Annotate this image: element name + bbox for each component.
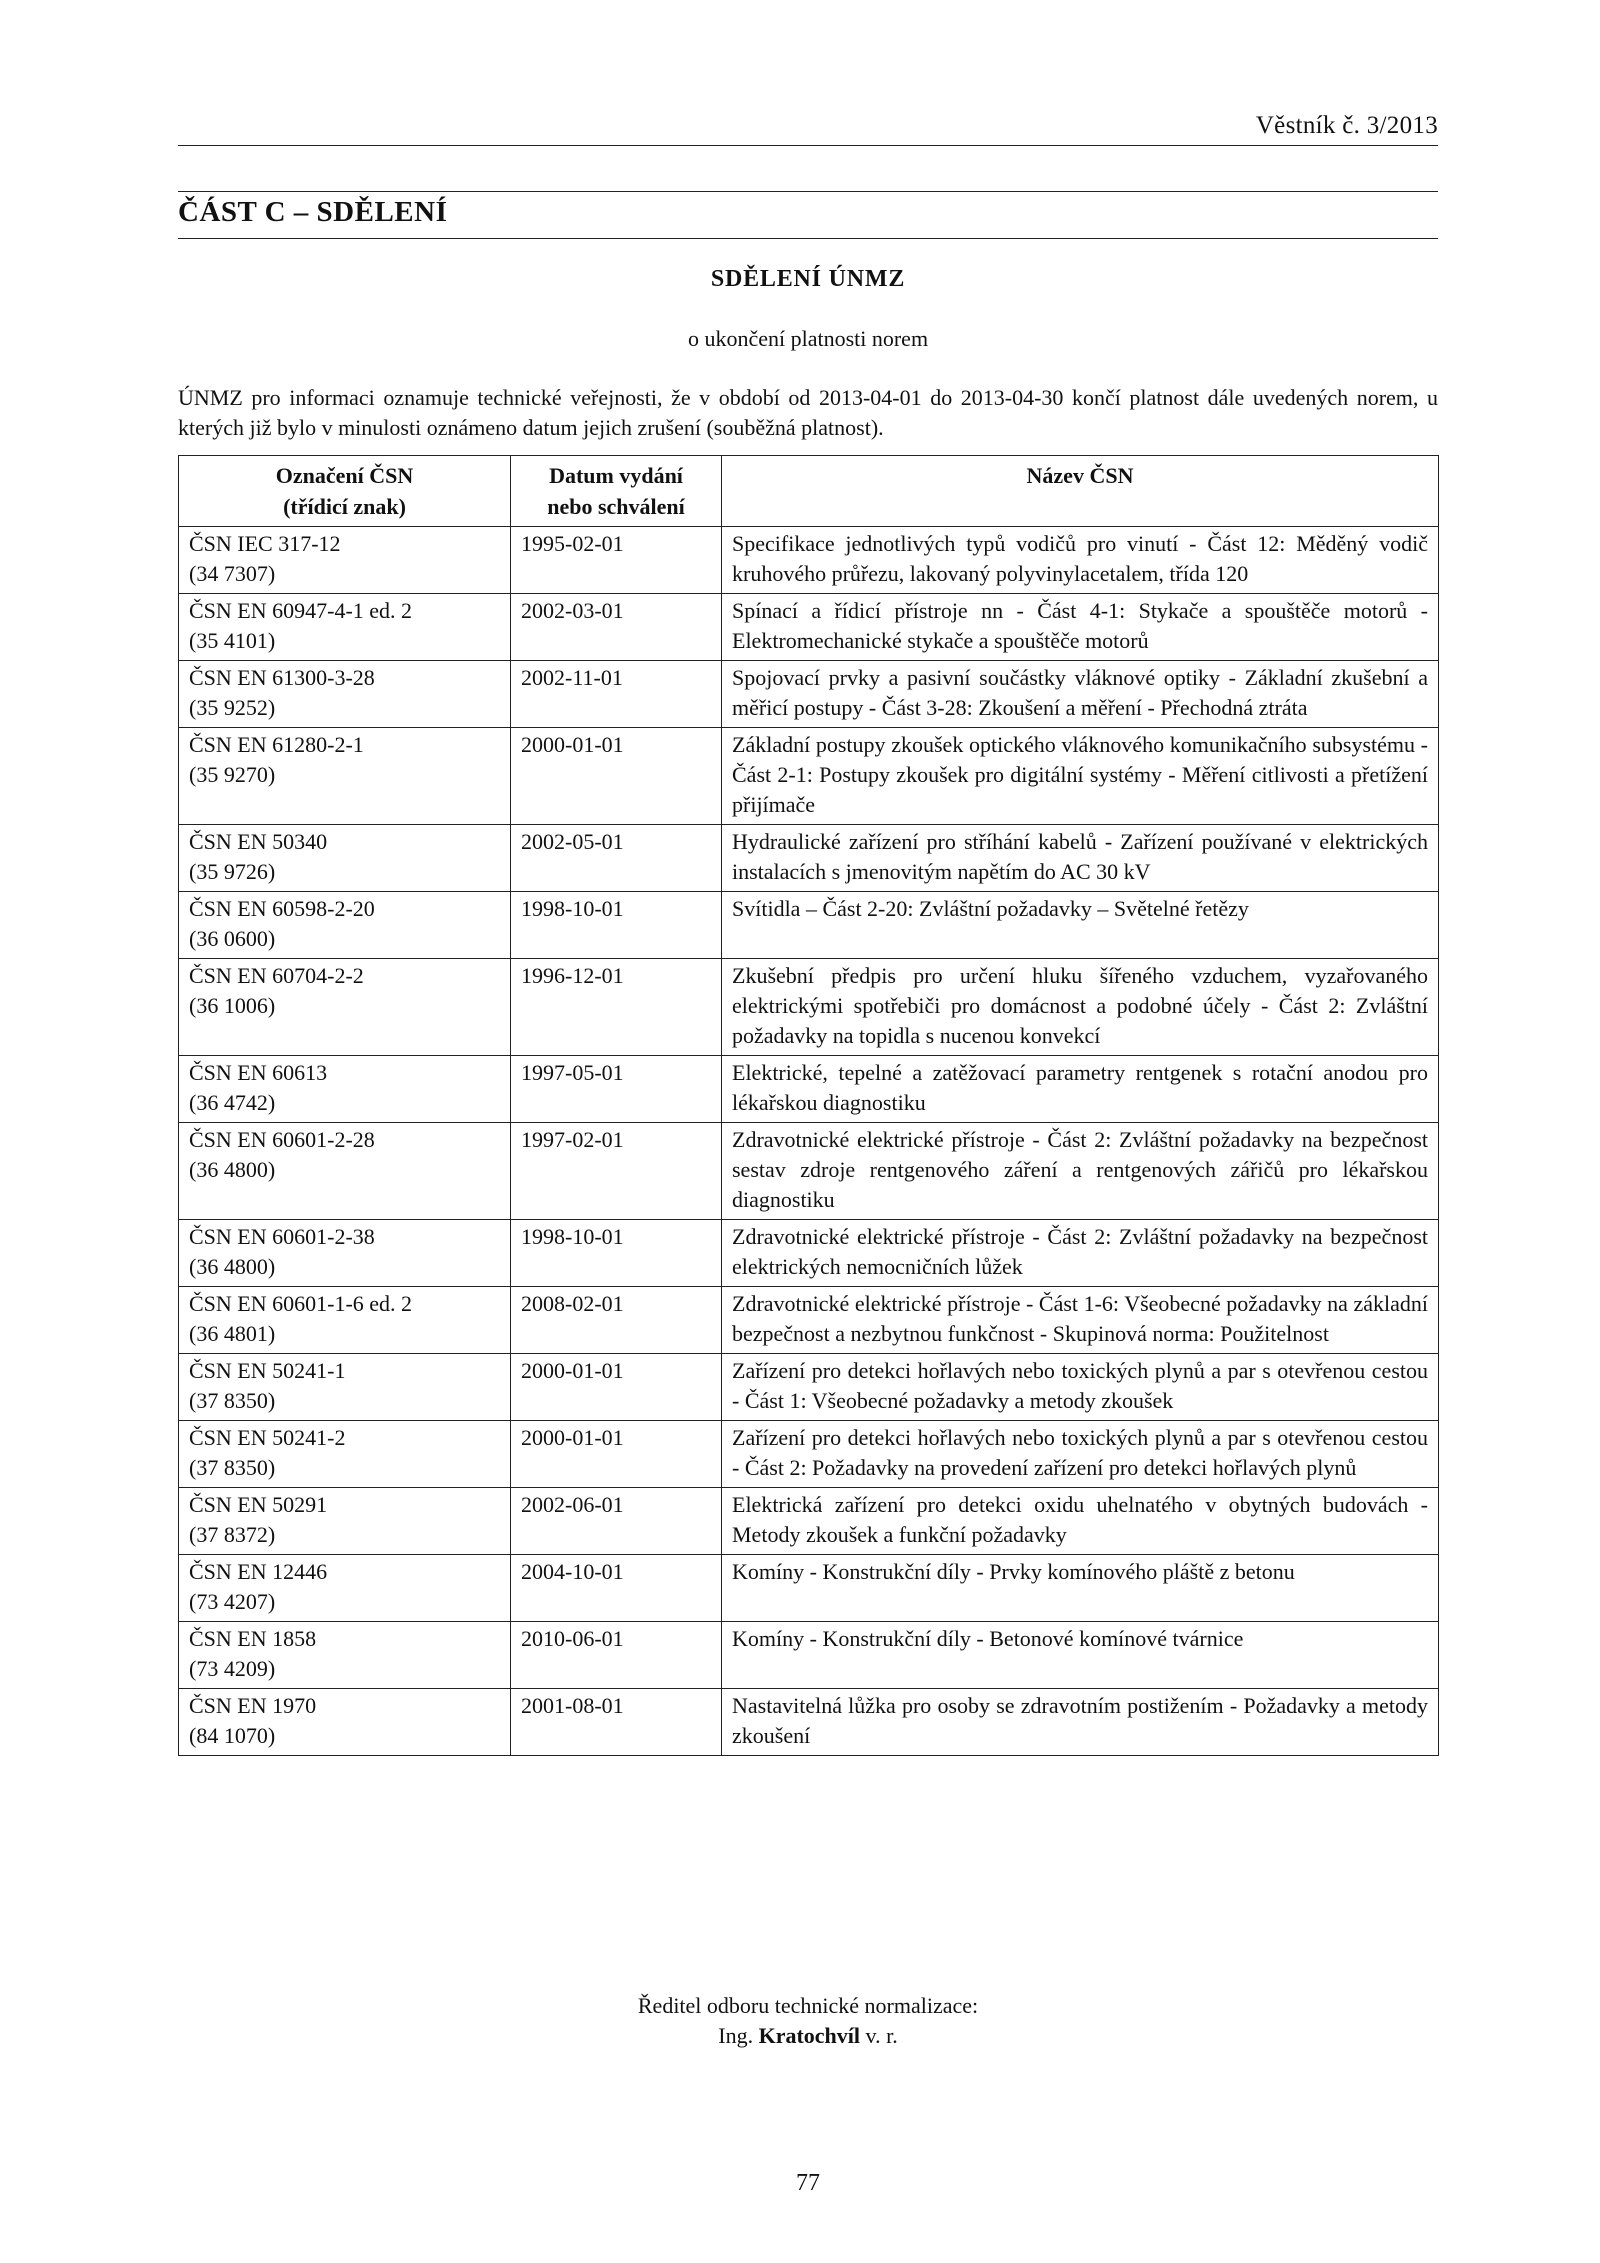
signature-surname: Kratochvíl — [758, 2023, 861, 2048]
norm-title: Nastavitelná lůžka pro osoby se zdravotním postižením - Požadavky a metody zkoušení — [722, 1689, 1439, 1756]
intro-paragraph: ÚNMZ pro informaci oznamuje technické veřejnosti, že v období od 2013-04-01 do 2013-04-30 končí platnost dále uvedených norem, u kterých již bylo v minulosti oznámeno datum jejich zrušení (souběžná platnost). — [178, 385, 1438, 440]
table-row — [179, 959, 1439, 1056]
norm-title: Elektrické, tepelné a zatěžovací parametry rentgenek s rotační anodou pro lékařskou diagnostiku — [722, 1056, 1439, 1123]
norm-code: ČSN EN 60601-1-6 ed. 2 — [189, 1291, 413, 1316]
norm-code: ČSN EN 60704-2-2 — [189, 963, 364, 988]
signature-suffix: v. r. — [865, 2023, 898, 2048]
header-designation-line1: Označení ČSN — [275, 463, 414, 488]
norms-table — [178, 455, 1439, 1756]
header-designation — [179, 456, 511, 527]
norm-code: ČSN EN 50291 — [189, 1492, 328, 1517]
norm-code: ČSN IEC 317-12 — [189, 531, 341, 556]
table-row — [179, 825, 1439, 892]
norm-code: ČSN EN 50241-1 — [189, 1358, 346, 1383]
norm-designation-cell — [179, 1689, 511, 1756]
norm-code: ČSN EN 60601-2-38 — [189, 1224, 375, 1249]
norm-class-code: (73 4207) — [189, 1589, 276, 1614]
signature-block — [178, 1991, 1438, 2051]
norm-title: Spínací a řídicí přístroje nn - Část 4-1: Stykače a spouštěče motorů - Elektromechanické stykače a spouštěče motorů — [722, 594, 1439, 661]
norm-class-code: (36 4800) — [189, 1254, 276, 1279]
norm-code: ČSN EN 50241-2 — [189, 1425, 346, 1450]
norm-designation-cell — [179, 1220, 511, 1287]
header-title: Název ČSN — [722, 456, 1439, 527]
norm-code: ČSN EN 61280-2-1 — [189, 732, 364, 757]
table-row — [179, 1421, 1439, 1488]
norm-title: Specifikace jednotlivých typů vodičů pro vinutí - Část 12: Měděný vodič kruhového průřezu, lakovaný polyvinylacetalem, třída 120 — [722, 527, 1439, 594]
norm-class-code: (35 9252) — [189, 695, 276, 720]
norm-title: Svítidla – Část 2-20: Zvláštní požadavky – Světelné řetězy — [722, 892, 1439, 959]
norm-title: Komíny - Konstrukční díly - Betonové komínové tvárnice — [722, 1622, 1439, 1689]
norm-class-code: (35 4101) — [189, 628, 276, 653]
signature-role: Ředitel odboru technické normalizace: — [637, 1993, 979, 2018]
norm-designation-cell — [179, 661, 511, 728]
table-row — [179, 527, 1439, 594]
norm-class-code: (35 9270) — [189, 762, 276, 787]
table-row — [179, 1123, 1439, 1220]
norm-class-code: (36 1006) — [189, 993, 276, 1018]
norm-designation-cell — [179, 1123, 511, 1220]
table-row — [179, 661, 1439, 728]
norm-date: 2002-11-01 — [511, 661, 722, 728]
table-row — [179, 1622, 1439, 1689]
norm-code: ČSN EN 1858 — [189, 1626, 317, 1651]
norm-designation-cell — [179, 825, 511, 892]
norm-designation-cell — [179, 1622, 511, 1689]
norm-class-code: (36 0600) — [189, 926, 276, 951]
norm-date: 2001-08-01 — [511, 1689, 722, 1756]
norm-class-code: (36 4742) — [189, 1090, 276, 1115]
norm-designation-cell — [179, 1555, 511, 1622]
table-row — [179, 728, 1439, 825]
norm-class-code: (34 7307) — [189, 561, 276, 586]
norm-title: Elektrická zařízení pro detekci oxidu uhelnatého v obytných budovách - Metody zkoušek a funkční požadavky — [722, 1488, 1439, 1555]
norm-class-code: (37 8372) — [189, 1522, 276, 1547]
norm-designation-cell — [179, 594, 511, 661]
norm-title: Zařízení pro detekci hořlavých nebo toxických plynů a par s otevřenou cestou - Část 2: Požadavky na provedení zařízení pro detekci hořlavých plynů — [722, 1421, 1439, 1488]
norm-class-code: (36 4800) — [189, 1157, 276, 1182]
journal-issue: Věstník č. 3/2013 — [1255, 112, 1438, 139]
norm-date: 1998-10-01 — [511, 1220, 722, 1287]
norm-code: ČSN EN 61300-3-28 — [189, 665, 375, 690]
norm-code: ČSN EN 60613 — [189, 1060, 328, 1085]
table-header-row — [179, 456, 1439, 527]
norm-title: Zdravotnické elektrické přístroje - Část 2: Zvláštní požadavky na bezpečnost elektrických nemocničních lůžek — [722, 1220, 1439, 1287]
norm-class-code: (35 9726) — [189, 859, 276, 884]
norm-title: Zařízení pro detekci hořlavých nebo toxických plynů a par s otevřenou cestou - Část 1: Všeobecné požadavky a metody zkoušek — [722, 1354, 1439, 1421]
norm-class-code: (73 4209) — [189, 1656, 276, 1681]
table-row — [179, 1488, 1439, 1555]
norm-code: ČSN EN 50340 — [189, 829, 328, 854]
norm-date: 2010-06-01 — [511, 1622, 722, 1689]
norm-title: Základní postupy zkoušek optického vláknového komunikačního subsystému - Část 2-1: Postupy zkoušek pro digitální systémy - Měření citlivosti a přetížení přijímače — [722, 728, 1439, 825]
page-number: 77 — [796, 2170, 820, 2196]
norm-title: Zdravotnické elektrické přístroje - Část 1-6: Všeobecné požadavky na základní bezpečnost a nezbytnou funkčnost - Skupinová norma: Použitelnost — [722, 1287, 1439, 1354]
norm-code: ČSN EN 12446 — [189, 1559, 328, 1584]
norm-date: 2000-01-01 — [511, 1354, 722, 1421]
norm-code: ČSN EN 60598-2-20 — [189, 896, 375, 921]
norm-code: ČSN EN 1970 — [189, 1693, 317, 1718]
norm-date: 2002-03-01 — [511, 594, 722, 661]
norm-title: Zdravotnické elektrické přístroje - Část 2: Zvláštní požadavky na bezpečnost sestav zdroje rentgenového záření a rentgenových zářičů pro lékařskou diagnostiku — [722, 1123, 1439, 1220]
norm-title: Zkušební předpis pro určení hluku šířeného vzduchem, vyzařovaného elektrickými spotřebiči pro domácnost a podobné účely - Část 2: Zvláštní požadavky na topidla s nucenou konvekcí — [722, 959, 1439, 1056]
norm-title: Spojovací prvky a pasivní součástky vláknové optiky - Základní zkušební a měřicí postupy - Část 3-28: Zkoušení a měření - Přechodná ztráta — [722, 661, 1439, 728]
norm-designation-cell — [179, 527, 511, 594]
norm-designation-cell — [179, 1287, 511, 1354]
norm-code: ČSN EN 60947-4-1 ed. 2 — [189, 598, 413, 623]
norm-designation-cell — [179, 892, 511, 959]
table-row — [179, 594, 1439, 661]
norm-date: 1996-12-01 — [511, 959, 722, 1056]
table-row — [179, 1056, 1439, 1123]
norm-designation-cell — [179, 959, 511, 1056]
norm-date: 2002-06-01 — [511, 1488, 722, 1555]
norms-table-body — [179, 527, 1439, 1756]
norm-title: Hydraulické zařízení pro stříhání kabelů - Zařízení používané v elektrických instalacích s jmenovitým napětím do AC 30 kV — [722, 825, 1439, 892]
table-row — [179, 1555, 1439, 1622]
header-date-line2: nebo schválení — [547, 494, 685, 519]
norm-class-code: (37 8350) — [189, 1388, 276, 1413]
header-date — [511, 456, 722, 527]
norm-date: 1997-05-01 — [511, 1056, 722, 1123]
norm-designation-cell — [179, 1421, 511, 1488]
table-row — [179, 892, 1439, 959]
section-rule-top — [178, 191, 1438, 192]
norm-designation-cell — [179, 1056, 511, 1123]
norm-designation-cell — [179, 1354, 511, 1421]
table-row — [179, 1220, 1439, 1287]
table-row — [179, 1354, 1439, 1421]
norm-date: 2008-02-01 — [511, 1287, 722, 1354]
norm-date: 2002-05-01 — [511, 825, 722, 892]
norm-code: ČSN EN 60601-2-28 — [189, 1127, 375, 1152]
signature-prefix: Ing. — [718, 2023, 754, 2048]
norm-date: 2000-01-01 — [511, 728, 722, 825]
notice-subtitle: o ukončení platnosti norem — [687, 326, 929, 351]
norm-designation-cell — [179, 728, 511, 825]
norm-class-code: (37 8350) — [189, 1455, 276, 1480]
header-designation-line2: (třídicí znak) — [283, 494, 406, 519]
header-date-line1: Datum vydání — [549, 463, 683, 488]
header-rule — [178, 145, 1438, 146]
table-row — [179, 1689, 1439, 1756]
norm-date: 2000-01-01 — [511, 1421, 722, 1488]
section-rule-bottom — [178, 238, 1438, 239]
norm-designation-cell — [179, 1488, 511, 1555]
norm-class-code: (36 4801) — [189, 1321, 276, 1346]
norm-date: 1995-02-01 — [511, 527, 722, 594]
norm-class-code: (84 1070) — [189, 1723, 276, 1748]
norm-date: 1998-10-01 — [511, 892, 722, 959]
norm-date: 2004-10-01 — [511, 1555, 722, 1622]
section-title: ČÁST C – SDĚLENÍ — [178, 196, 448, 228]
norm-date: 1997-02-01 — [511, 1123, 722, 1220]
signature-name-line — [178, 2021, 1438, 2051]
norm-title: Komíny - Konstrukční díly - Prvky komínového pláště z betonu — [722, 1555, 1439, 1622]
notice-title: SDĚLENÍ ÚNMZ — [710, 266, 906, 292]
table-row — [179, 1287, 1439, 1354]
